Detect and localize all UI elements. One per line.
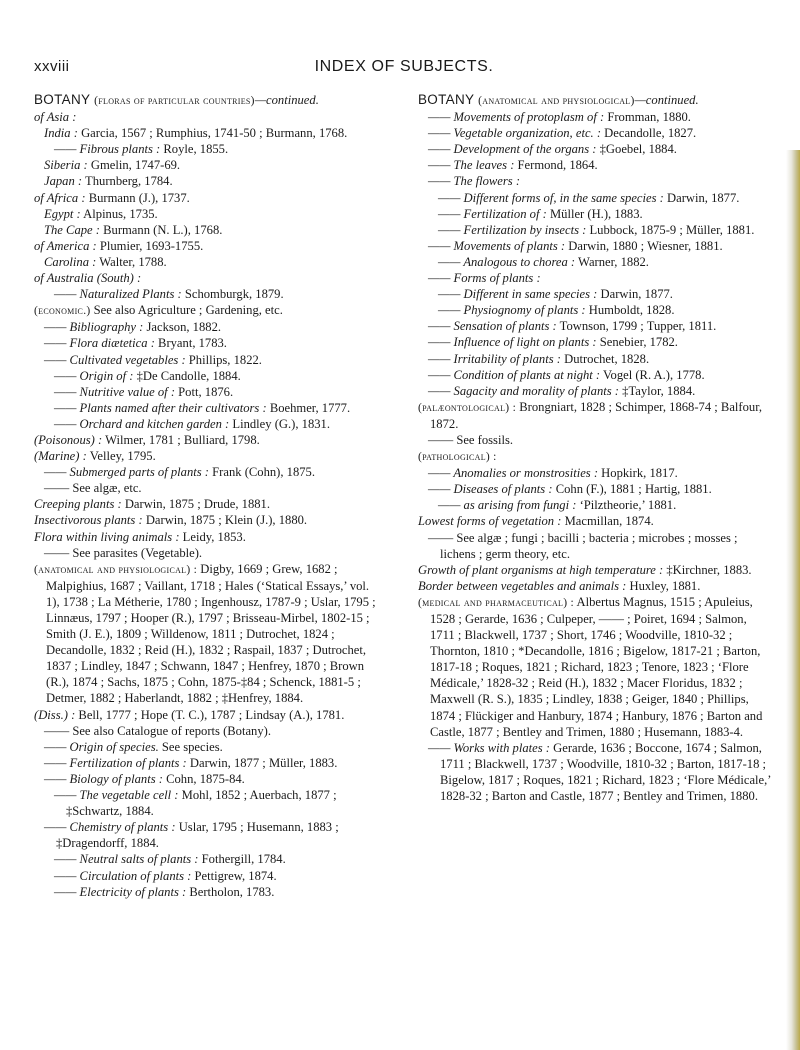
running-title: INDEX OF SUBJECTS. xyxy=(314,58,494,75)
entry-topic: of Africa : xyxy=(34,190,86,205)
entry-references: —— See parasites (Vegetable). xyxy=(44,545,203,560)
entry-topic: Carolina : xyxy=(44,254,97,269)
entry-references: Müller (H.), 1883. xyxy=(546,206,643,221)
index-column-right xyxy=(418,92,774,804)
entry-references: Frank (Cohn), 1875. xyxy=(209,465,316,480)
index-entry xyxy=(34,335,384,351)
index-entry xyxy=(418,238,774,254)
entry-topic: Egypt : xyxy=(44,206,81,221)
page-number: xxviii xyxy=(34,58,70,75)
entry-references: —— See fossils. xyxy=(428,432,514,447)
index-entry xyxy=(418,513,774,529)
index-entry xyxy=(34,884,384,900)
entry-topic: Flora within living animals : xyxy=(34,529,180,544)
entry-topic: —— Submerged parts of plants : xyxy=(44,465,210,480)
entry-topic: —— Different forms of, in the same species : xyxy=(438,190,664,205)
entry-references: Velley, 1795. xyxy=(86,449,156,464)
entry-references: Jackson, 1882. xyxy=(143,320,222,335)
index-entry xyxy=(34,206,384,222)
index-heading xyxy=(34,92,384,109)
entry-references: Bell, 1777 ; Hope (T. C.), 1787 ; Lindsay (A.), 1781. xyxy=(75,707,345,722)
index-entry xyxy=(418,254,774,270)
entry-references: Vogel (R. A.), 1778. xyxy=(600,367,705,382)
entry-topic: —— Diseases of plants : xyxy=(428,482,553,497)
entry-topic: —— Condition of plants at night : xyxy=(428,367,601,382)
entry-category: (medical and pharmaceutical) : xyxy=(418,596,575,609)
entry-topic: (Marine) : xyxy=(34,449,87,464)
entry-references: Dutrochet, 1828. xyxy=(560,351,650,366)
entry-topic: —— Sensation of plants : xyxy=(428,319,557,334)
entry-references: Fothergill, 1784. xyxy=(198,852,286,867)
entry-references: Darwin, 1877 ; Müller, 1883. xyxy=(186,755,338,770)
entry-references: Burmann (N. L.), 1768. xyxy=(99,222,223,237)
index-entry xyxy=(418,334,774,350)
entry-references: Wilmer, 1781 ; Bulliard, 1798. xyxy=(102,432,260,447)
entry-topic: Lowest forms of vegetation : xyxy=(418,514,562,529)
index-entry xyxy=(34,771,384,787)
entry-topic: (Diss.) : xyxy=(34,707,76,722)
entry-topic: —— Bibliography : xyxy=(44,320,144,335)
index-entry xyxy=(34,739,384,755)
entry-references: —— See also Catalogue of reports (Botany). xyxy=(44,723,271,738)
entry-topic: —— as arising from fungi : xyxy=(438,498,577,513)
entry-references: Darwin, 1877. xyxy=(597,287,673,302)
entry-topic: Growth of plant organisms at high temperature : xyxy=(418,562,664,577)
entry-topic: —— Biology of plants : xyxy=(44,771,163,786)
entry-references: Uslar, 1795 ; Husemann, 1883 ; ‡Dragendorff, 1884. xyxy=(56,820,339,851)
index-entry xyxy=(418,562,774,578)
entry-references: Cohn (F.), 1881 ; Hartig, 1881. xyxy=(552,482,712,497)
entry-topic: —— Cultivated vegetables : xyxy=(44,352,186,367)
entry-references: Burmann (J.), 1737. xyxy=(85,190,190,205)
entry-topic: —— Works with plates : xyxy=(428,740,550,755)
entry-references: Boehmer, 1777. xyxy=(266,400,351,415)
index-heading xyxy=(418,92,774,109)
entry-topic: —— Anomalies or monstrosities : xyxy=(428,466,599,481)
entry-topic: —— Forms of plants : xyxy=(428,271,541,286)
index-entry xyxy=(34,302,384,319)
entry-references: Gerarde, 1636 ; Boccone, 1674 ; Salmon, 1711 ; Blackwell, 1737 ; Woodville, 1810-32 ; Barton, 1817-18 ; Bigelow, 1817 ; Roques, 1821 ; Richard, 1823 ; ‘Flore Médicale,’ 1828-32 ; Barton and Castle, 1877 ; Bentley and Trimen, 1880. xyxy=(440,740,771,804)
entry-topic: —— Neutral salts of plants : xyxy=(54,852,199,867)
entry-topic: (Poisonous) : xyxy=(34,432,103,447)
entry-references: Decandolle, 1827. xyxy=(601,126,697,141)
entry-topic: —— Development of the organs : xyxy=(428,142,597,157)
index-entry xyxy=(418,432,774,448)
entry-references: Darwin, 1875 ; Drude, 1881. xyxy=(121,497,270,512)
entry-topic: —— Fertilization of : xyxy=(438,206,547,221)
entry-references: Pettigrew, 1874. xyxy=(191,868,277,883)
index-entry xyxy=(418,125,774,141)
entry-category: (pathological) : xyxy=(418,451,497,464)
index-entry xyxy=(418,302,774,318)
entry-topic: —— Fibrous plants : xyxy=(54,142,161,157)
index-entry xyxy=(34,368,384,384)
entry-references: Humboldt, 1828. xyxy=(585,303,675,318)
index-entry xyxy=(34,529,384,545)
entry-topic: —— Flora diætetica : xyxy=(44,336,155,351)
index-entry xyxy=(34,819,384,851)
index-entry xyxy=(418,497,774,513)
entry-topic: Insectivorous plants : xyxy=(34,513,143,528)
entry-references: Huxley, 1881. xyxy=(626,578,701,593)
index-entry xyxy=(34,723,384,739)
entry-references: See species. xyxy=(158,739,223,754)
heading-qualifier: (anatomical and physiological) xyxy=(478,95,635,107)
index-entry xyxy=(418,594,774,740)
entry-topic: Japan : xyxy=(44,174,83,189)
index-entry xyxy=(34,512,384,528)
index-entry xyxy=(418,481,774,497)
index-entry xyxy=(34,755,384,771)
index-entry xyxy=(34,868,384,884)
index-entry xyxy=(418,109,774,125)
entry-topic: of America : xyxy=(34,238,97,253)
index-entry xyxy=(34,270,384,286)
index-entry xyxy=(34,352,384,368)
entry-references: Garcia, 1567 ; Rumphius, 1741-50 ; Burmann, 1768. xyxy=(77,126,348,141)
index-entry xyxy=(34,125,384,141)
entry-topic: —— Influence of light on plants : xyxy=(428,335,597,350)
heading-word: BOTANY xyxy=(418,92,479,107)
entry-category: (anatomical and physiological) : xyxy=(34,563,198,576)
entry-references: Darwin, 1877. xyxy=(663,190,740,205)
index-entry xyxy=(34,851,384,867)
heading-continued: —continued. xyxy=(254,93,319,107)
entry-topic: —— Chemistry of plants : xyxy=(44,820,176,835)
entry-references: Townson, 1799 ; Tupper, 1811. xyxy=(556,319,717,334)
index-entry xyxy=(418,530,774,562)
entry-references: Bertholon, 1783. xyxy=(186,884,275,899)
entry-topic: —— Vegetable organization, etc. : xyxy=(428,126,602,141)
entry-references: Lindley (G.), 1831. xyxy=(229,416,330,431)
entry-topic: —— Naturalized Plants : xyxy=(54,287,182,302)
entry-references: ‡Goebel, 1884. xyxy=(596,142,677,157)
heading-continued: —continued. xyxy=(634,93,699,107)
index-entry xyxy=(34,496,384,512)
entry-references: Alpinus, 1735. xyxy=(80,206,158,221)
entry-topic: —— The leaves : xyxy=(428,158,515,173)
index-entry xyxy=(34,190,384,206)
index-entry xyxy=(34,432,384,448)
index-entry xyxy=(418,351,774,367)
index-entry xyxy=(418,367,774,383)
index-entry xyxy=(418,578,774,594)
entry-references: —— See algæ ; fungi ; bacilli ; bacteria ; microbes ; mosses ; lichens ; germ theory, etc. xyxy=(428,530,738,561)
entry-topic: —— The flowers : xyxy=(428,174,521,189)
entry-topic: —— Movements of plants : xyxy=(428,238,566,253)
index-entry xyxy=(418,206,774,222)
index-entry xyxy=(418,141,774,157)
index-entry xyxy=(418,190,774,206)
heading-word: BOTANY xyxy=(34,92,95,107)
index-entry xyxy=(34,384,384,400)
index-entry xyxy=(34,448,384,464)
index-column-left xyxy=(34,92,384,900)
entry-references: See also Agriculture ; Gardening, etc. xyxy=(90,303,283,318)
entry-topic: —— Movements of protoplasm of : xyxy=(428,110,605,125)
index-entry xyxy=(418,270,774,286)
entry-topic: —— Fertilization by insects : xyxy=(438,222,587,237)
entry-topic: —— Irritability of plants : xyxy=(428,351,561,366)
index-entry xyxy=(34,109,384,125)
entry-topic: —— Physiognomy of plants : xyxy=(438,303,586,318)
entry-topic: —— Orchard and kitchen garden : xyxy=(54,416,230,431)
entry-references: ‡De Candolle, 1884. xyxy=(133,368,241,383)
index-entry xyxy=(34,157,384,173)
entry-references: Mohl, 1852 ; Auerbach, 1877 ; ‡Schwartz, 1884. xyxy=(66,788,337,819)
entry-references: Thurnberg, 1784. xyxy=(82,174,173,189)
entry-topic: —— The vegetable cell : xyxy=(54,788,179,803)
index-entry xyxy=(34,561,384,707)
entry-references: Cohn, 1875-84. xyxy=(162,771,245,786)
entry-category: (palæontological) : xyxy=(418,401,517,414)
entry-references: Lubbock, 1875-9 ; Müller, 1881. xyxy=(586,222,755,237)
index-entry xyxy=(418,157,774,173)
entry-topic: The Cape : xyxy=(44,222,100,237)
entry-references: Walter, 1788. xyxy=(96,254,167,269)
entry-topic: —— Different in same species : xyxy=(438,287,598,302)
index-entry xyxy=(34,480,384,496)
entry-references: Leidy, 1853. xyxy=(179,529,246,544)
index-entry xyxy=(34,545,384,561)
index-entry xyxy=(418,448,774,465)
entry-references: Gmelin, 1747-69. xyxy=(87,158,181,173)
entry-references: Pott, 1876. xyxy=(175,384,234,399)
entry-references: Darwin, 1880 ; Wiesner, 1881. xyxy=(565,238,723,253)
entry-topic: —— Fertilization of plants : xyxy=(44,755,187,770)
index-entry xyxy=(34,238,384,254)
entry-references: ‡Taylor, 1884. xyxy=(619,383,696,398)
index-entry xyxy=(34,319,384,335)
page-header xyxy=(34,58,774,82)
index-entry xyxy=(418,318,774,334)
entry-topic: of Asia : xyxy=(34,110,77,125)
page-edge-shading xyxy=(786,150,800,1050)
entry-references: Royle, 1855. xyxy=(160,142,229,157)
entry-topic: —— Circulation of plants : xyxy=(54,868,192,883)
entry-topic: —— Plants named after their cultivators : xyxy=(54,400,267,415)
entry-references: ‘Pilztheorie,’ 1881. xyxy=(576,498,677,513)
entry-topic: —— Analogous to chorea : xyxy=(438,254,576,269)
entry-references: Darwin, 1875 ; Klein (J.), 1880. xyxy=(142,513,308,528)
entry-category: (economic.) xyxy=(34,305,91,318)
index-entry xyxy=(34,254,384,270)
entry-references: Plumier, 1693-1755. xyxy=(96,238,204,253)
index-entry xyxy=(418,286,774,302)
entry-topic: —— Nutritive value of : xyxy=(54,384,176,399)
entry-references: Hopkirk, 1817. xyxy=(598,466,678,481)
index-entry xyxy=(34,707,384,723)
index-entry xyxy=(34,222,384,238)
index-entry xyxy=(34,286,384,302)
heading-qualifier: (floras of particular countries) xyxy=(94,95,255,107)
index-entry xyxy=(418,399,774,432)
entry-topic: of Australia (South) : xyxy=(34,271,142,286)
entry-topic: —— Electricity of plants : xyxy=(54,884,187,899)
entry-references: Warner, 1882. xyxy=(575,254,649,269)
index-entry xyxy=(34,787,384,819)
index-entry xyxy=(418,173,774,189)
index-entry xyxy=(418,740,774,804)
entry-references: —— See algæ, etc. xyxy=(44,481,142,496)
entry-references: Schomburgk, 1879. xyxy=(181,287,284,302)
entry-references: Fromman, 1880. xyxy=(604,110,691,125)
index-entry xyxy=(418,465,774,481)
entry-references: Macmillan, 1874. xyxy=(561,514,654,529)
index-entry xyxy=(418,222,774,238)
entry-references: Phillips, 1822. xyxy=(185,352,262,367)
entry-references: Bryant, 1783. xyxy=(154,336,227,351)
entry-references: Fermond, 1864. xyxy=(514,158,598,173)
entry-topic: —— Origin of species. xyxy=(44,739,159,754)
entry-topic: Border between vegetables and animals : xyxy=(418,578,627,593)
index-entry xyxy=(34,141,384,157)
entry-references: ‡Kirchner, 1883. xyxy=(663,562,752,577)
entry-references: Digby, 1669 ; Grew, 1682 ; Malpighius, 1687 ; Vaillant, 1718 ; Hales (‘Statical Essays,’ vol. 1), 1738 ; La Métherie, 1780 ; Ingenhousz, 1787-9 ; Uslar, 1795 ; Linnæus, 1797 ; Hooper (R.), 1797 ; Brisseau-Mirbel, 1802-15 ; Smith (J. E.), 1809 ; Willdenow, 1811 ; Dutrochet, 1824 ; Decandolle, 1832 ; Reid (H.), 1832 ; Raspail, 1837 ; Dutrochet, 1837 ; Lindley, 1847 ; Schwann, 1847 ; Henfrey, 1870 ; Brown (R.), 1874 ; Sachs, 1875 ; Cohn, 1875-‡84 ; Schenck, 1881-5 ; Detmer, 1882 ; Haberlandt, 1882 ; ‡Henfrey, 1884. xyxy=(46,561,376,706)
index-entry xyxy=(34,464,384,480)
entry-references: Brongniart, 1828 ; Schimper, 1868-74 ; Balfour, 1872. xyxy=(430,399,763,431)
entry-references: Albertus Magnus, 1515 ; Apuleius, 1528 ; Gerarde, 1636 ; Culpeper, —— ; Poiret, 1694 ; Salmon, 1711 ; Blackwell, 1737 ; Short, 1746 ; Woodville, 1810-32 ; Thornton, 1810 ; *Decandolle, 1816 ; Bigelow, 1817-21 ; Barton, 1817-18 ; Roques, 1821 ; Richard, 1823 ; Tenore, 1823 ; ‘Flore Médicale,’ 1828-32 ; Reid (H.), 1832 ; Macer Floridus, 1832 ; Maxwell (R. S.), 1835 ; Lindley, 1838 ; Geiger, 1840 ; Phillips, 1874 ; Flückiger and Hanbury, 1874 ; Hanbury, 1876 ; Barton and Castle, 1877 ; Bentley and Trimen, 1880 ; Husemann, 1883-4. xyxy=(430,594,763,739)
index-entry xyxy=(34,400,384,416)
entry-references: Senebier, 1782. xyxy=(596,335,678,350)
entry-topic: —— Sagacity and morality of plants : xyxy=(428,383,619,398)
entry-topic: Creeping plants : xyxy=(34,497,122,512)
index-entry xyxy=(34,173,384,189)
entry-topic: Siberia : xyxy=(44,158,88,173)
entry-topic: —— Origin of : xyxy=(54,368,134,383)
index-entry xyxy=(418,383,774,399)
index-entry xyxy=(34,416,384,432)
entry-topic: India : xyxy=(44,126,78,141)
